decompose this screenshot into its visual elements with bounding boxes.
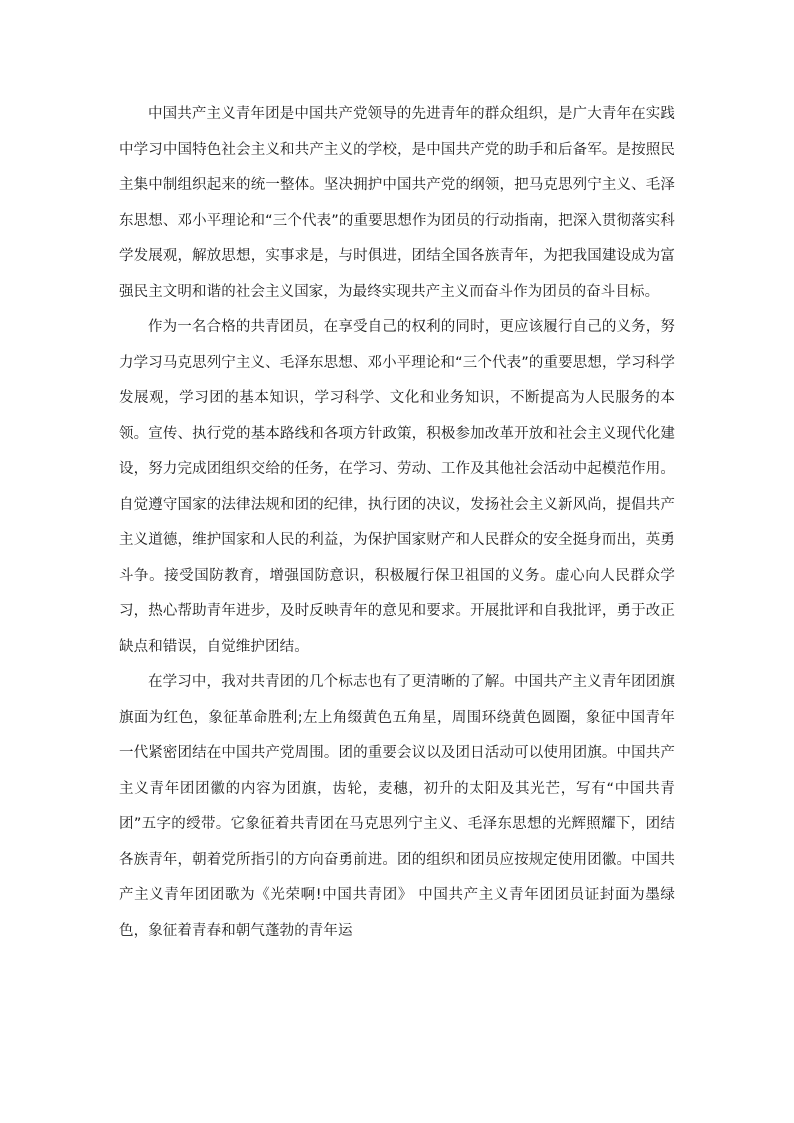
document-body	[119, 97, 675, 949]
paragraph-league-definition: 中国共产主义青年团是中国共产党领导的先进青年的群众组织，是广大青年在实践中学习中国特色社会主义和共产主义的学校，是中国共产党的助手和后备军。是按照民主集中制组织起来的统一整体。坚决拥护中国共产党的纲领，把马克思列宁主义、毛泽东思想、邓小平理论和“三个代表”的重要思想作为团员的行动指南，把深入贯彻落实科学发展观，解放思想，实事求是，与时俱进，团结全国各族青年，为把我国建设成为富强民主文明和谐的社会主义国家，为最终实现共产主义而奋斗作为团员的奋斗目标。	[119, 106, 675, 300]
paragraph-member-duties: 作为一名合格的共青团员，在享受自己的权利的同时，更应该履行自己的义务，努力学习马克思列宁主义、毛泽东思想、邓小平理论和“三个代表”的重要思想，学习科学发展观，学习团的基本知识，学习科学、文化和业务知识，不断提高为人民服务的本领。宣传、执行党的基本路线和各项方针政策，积极参加改革开放和社会主义现代化建设，努力完成团组织交给的任务，在学习、劳动、工作及其他社会活动中起模范作用。自觉遵守国家的法律法规和团的纪律，执行团的决议，发扬社会主义新风尚，提倡共产主义道德，维护国家和人民的利益，为保护国家财产和人民群众的安全挺身而出，英勇斗争。接受国防教育，增强国防意识，积极履行保卫祖国的义务。虚心向人民群众学习，热心帮助青年进步，及时反映青年的意见和要求。开展批评和自我批评，勇于改正缺点和错误，自觉维护团结。	[119, 319, 675, 655]
paragraph-league-symbols: 在学习中，我对共青团的几个标志也有了更清晰的了解。中国共产主义青年团团旗旗面为红色，象征革命胜利;左上角缀黄色五角星，周围环绕黄色圆圈，象征中国青年一代紧密团结在中国共产党周围。团的重要会议以及团日活动可以使用团旗。中国共产主义青年团团徽的内容为团旗，齿轮，麦穗，初升的太阳及其光芒，写有“中国共青团”五字的绶带。它象征着共青团在马克思列宁主义、毛泽东思想的光辉照耀下，团结各族青年，朝着党所指引的方向奋勇前进。团的组织和团员应按规定使用团徽。中国共产主义青年团团歌为《光荣啊!中国共青团》 中国共产主义青年团团员证封面为墨绿色，象征着青春和朝气蓬勃的青年运	[119, 674, 675, 939]
